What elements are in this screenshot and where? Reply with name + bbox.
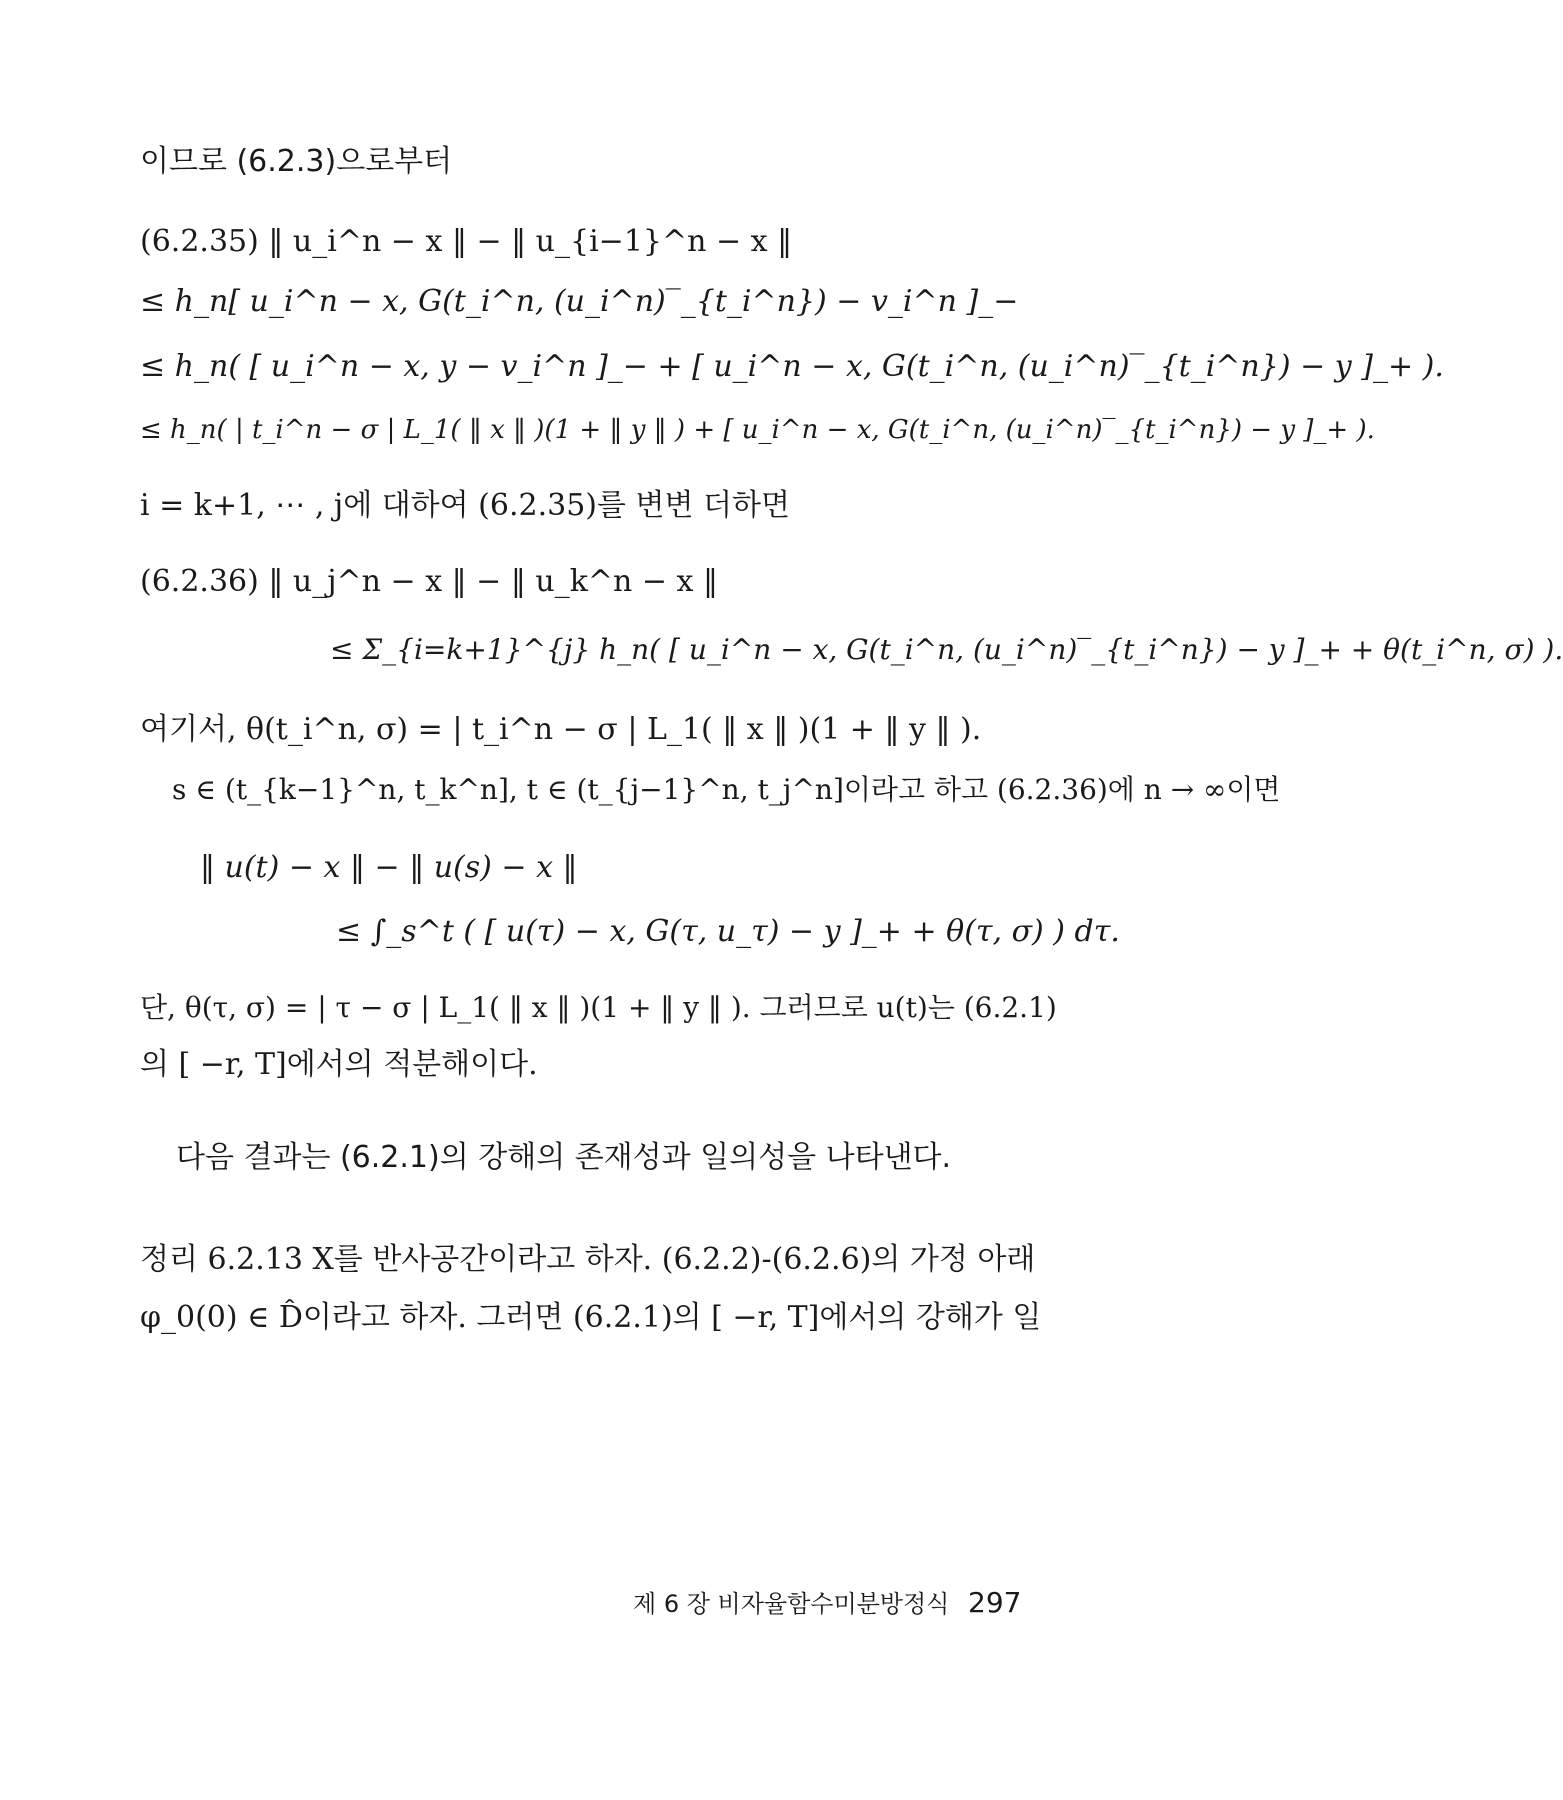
text-line-7: 다음 결과는 (6.2.1)의 강해의 존재성과 일의성을 나타낸다. — [176, 1140, 952, 1175]
equation-6-2-36: (6.2.36) ‖ u_j^n − x ‖ − ‖ u_k^n − x ‖ — [140, 564, 719, 599]
equation-integral-lhs: ‖ u(t) − x ‖ − ‖ u(s) − x ‖ — [200, 850, 578, 885]
equation-line-3: ≤ h_n( [ u_i^n − x, y − v_i^n ]_− + [ u_i^n − x, G(t_i^n, (u_i^n)‾_{t_i^n}) − y ]_+ ). — [140, 349, 1444, 384]
equation-line-2: ≤ h_n[ u_i^n − x, G(t_i^n, (u_i^n)‾_{t_i^n}) − v_i^n ]_− — [140, 284, 1019, 319]
text-line-5: 단, θ(τ, σ) = | τ − σ | L_1( ‖ x ‖ )(1 + ‖ y ‖ ). 그러므로 u(t)는 (6.2.1) — [140, 991, 1057, 1024]
equation-line-4: ≤ h_n( | t_i^n − σ | L_1( ‖ x ‖ )(1 + ‖ y ‖ ) + [ u_i^n − x, G(t_i^n, (u_i^n)‾_{t_i^n}) − y ]_+ ). — [140, 415, 1375, 445]
theorem-line-2: φ_0(0) ∈ D̂이라고 하자. 그러면 (6.2.1)의 [ −r, T]에서의 강해가 일 — [140, 1300, 1042, 1335]
equation-summation: ≤ Σ_{i=k+1}^{j} h_n( [ u_i^n − x, G(t_i^n, (u_i^n)‾_{t_i^n}) − y ]_+ + θ(t_i^n, σ) ). — [330, 633, 1563, 666]
page-number: 297 — [968, 1586, 1022, 1619]
theorem-6-2-13: 정리 6.2.13 X를 반사공간이라고 하자. (6.2.2)-(6.2.6)의 가정 아래 — [140, 1242, 1036, 1277]
text-line-4: s ∈ (t_{k−1}^n, t_k^n], t ∈ (t_{j−1}^n, t_j^n]이라고 하고 (6.2.36)에 n → ∞이면 — [172, 773, 1281, 806]
equation-6-2-35: (6.2.35) ‖ u_i^n − x ‖ − ‖ u_{i−1}^n − x ‖ — [140, 224, 793, 259]
text-line-3: 여기서, θ(t_i^n, σ) = | t_i^n − σ | L_1( ‖ x ‖ )(1 + ‖ y ‖ ). — [140, 712, 982, 747]
text-line-2: i = k+1, ⋯ , j에 대하여 (6.2.35)를 변변 더하면 — [140, 488, 790, 523]
text-line-1: 이므로 (6.2.3)으로부터 — [140, 144, 453, 179]
text-line-6: 의 [ −r, T]에서의 적분해이다. — [140, 1047, 538, 1082]
footer-chapter-title: 제 6 장 비자율함수미분방정식 — [633, 1590, 950, 1618]
equation-integral: ≤ ∫_s^t ( [ u(τ) − x, G(τ, u_τ) − y ]_+ + θ(τ, σ) ) dτ. — [336, 914, 1120, 949]
